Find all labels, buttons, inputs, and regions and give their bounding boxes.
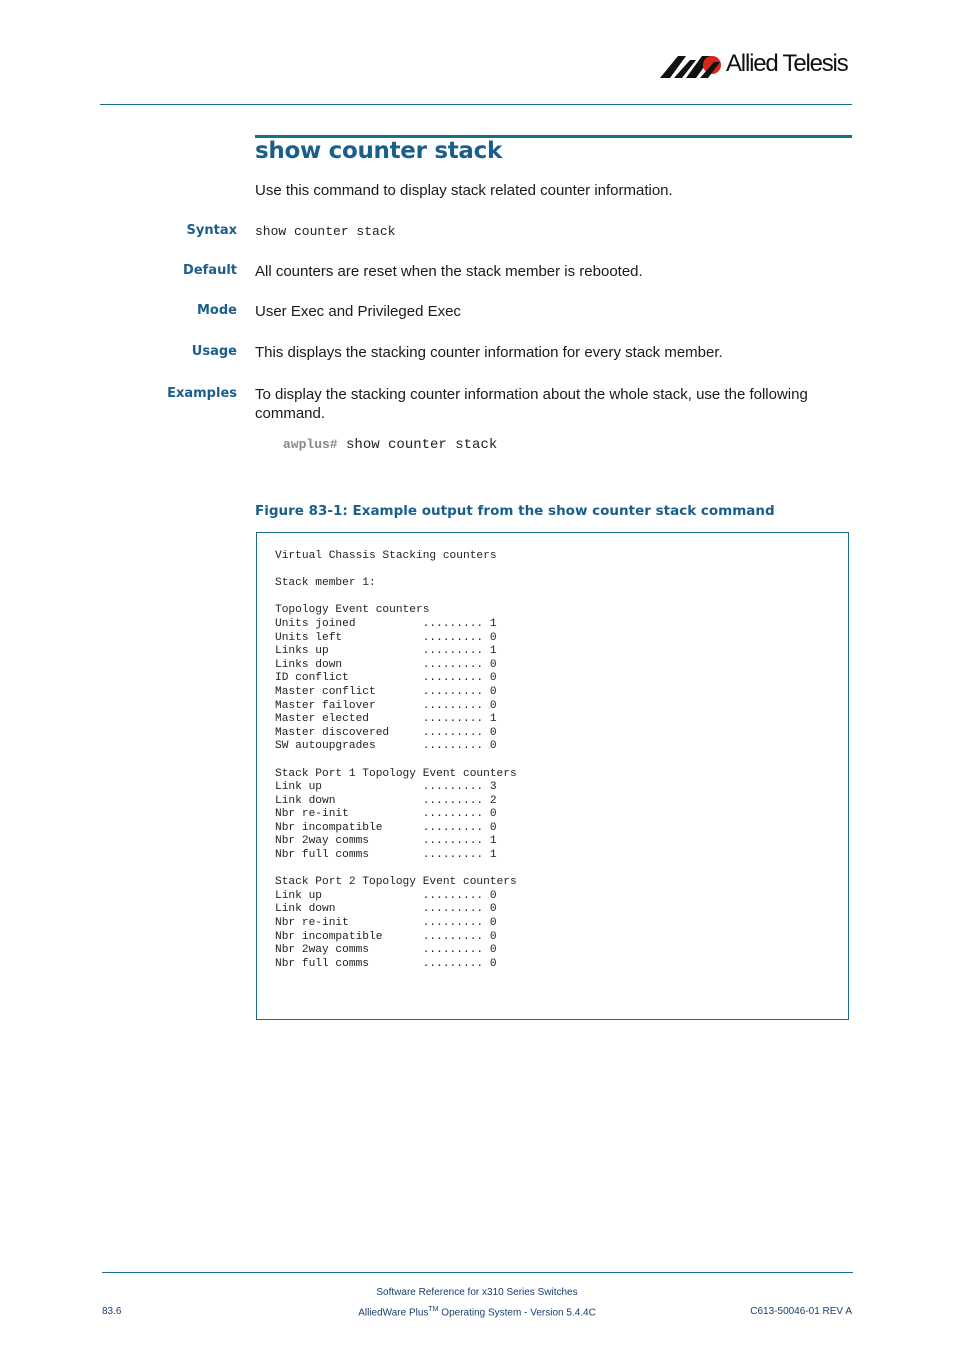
allied-telesis-logo [660, 48, 856, 82]
figure-caption: Figure 83-1: Example output from the show counter stack command [255, 503, 775, 519]
example-command-line [283, 437, 497, 453]
command-output: Virtual Chassis Stacking counters Stack member 1: Topology Event counters Units joined ......... 1 Units left ......... 0 Links up ......... 1 Links down ......... 0 ID conflict ......... 0 Master conflict ......... 0 Master failover ......... 0 Master elected ......... 1 Master discovered ......... 0 SW autoupgrades ......... 0 Stack Port 1 Topology Event counters Link up ......... 3 Link down ......... 2 Nbr re-init ......... 0 Nbr incompatible ......... 0 Nbr 2way comms ......... 1 Nbr full comms ......... 1 Stack Port 2 Topology Event counters Link up ......... 0 Link down ......... 0 Nbr re-init ......... 0 Nbr incompatible ......... 0 Nbr 2way comms ......... 0 Nbr full comms ......... 0 [275, 550, 517, 970]
usage-label: Usage [191, 344, 237, 359]
page-title: show counter stack [255, 138, 502, 164]
footer-tm: TM [428, 1306, 439, 1313]
document-id: C613-50046-01 REV A [750, 1306, 852, 1317]
cli-prompt: awplus# [283, 437, 338, 452]
footer-product: AlliedWare Plus [358, 1307, 429, 1319]
usage-text: This displays the stacking counter information for every stack member. [255, 344, 723, 361]
examples-label: Examples [167, 386, 237, 401]
footer-os-version: Operating System - Version 5.4.4C [438, 1307, 596, 1319]
default-label: Default [183, 263, 237, 278]
output-box [256, 532, 849, 1020]
example-command: show counter stack [346, 437, 498, 453]
logo-wordmark: Allied Telesis [726, 50, 848, 77]
footer-rule [102, 1272, 853, 1273]
syntax-label: Syntax [186, 223, 237, 238]
mode-text: User Exec and Privileged Exec [255, 303, 461, 320]
syntax-code: show counter stack [255, 224, 396, 239]
page-number: 83.6 [102, 1306, 122, 1317]
allied-telesis-logo-icon [660, 52, 726, 82]
footer-title: Software Reference for x310 Series Switches [376, 1287, 578, 1298]
header-rule [100, 104, 852, 105]
examples-text: To display the stacking counter information about the whole stack, use the following command. [255, 386, 808, 422]
default-text: All counters are reset when the stack member is rebooted. [255, 263, 643, 280]
intro-text: Use this command to display stack related counter information. [255, 182, 673, 199]
mode-label: Mode [197, 303, 237, 318]
